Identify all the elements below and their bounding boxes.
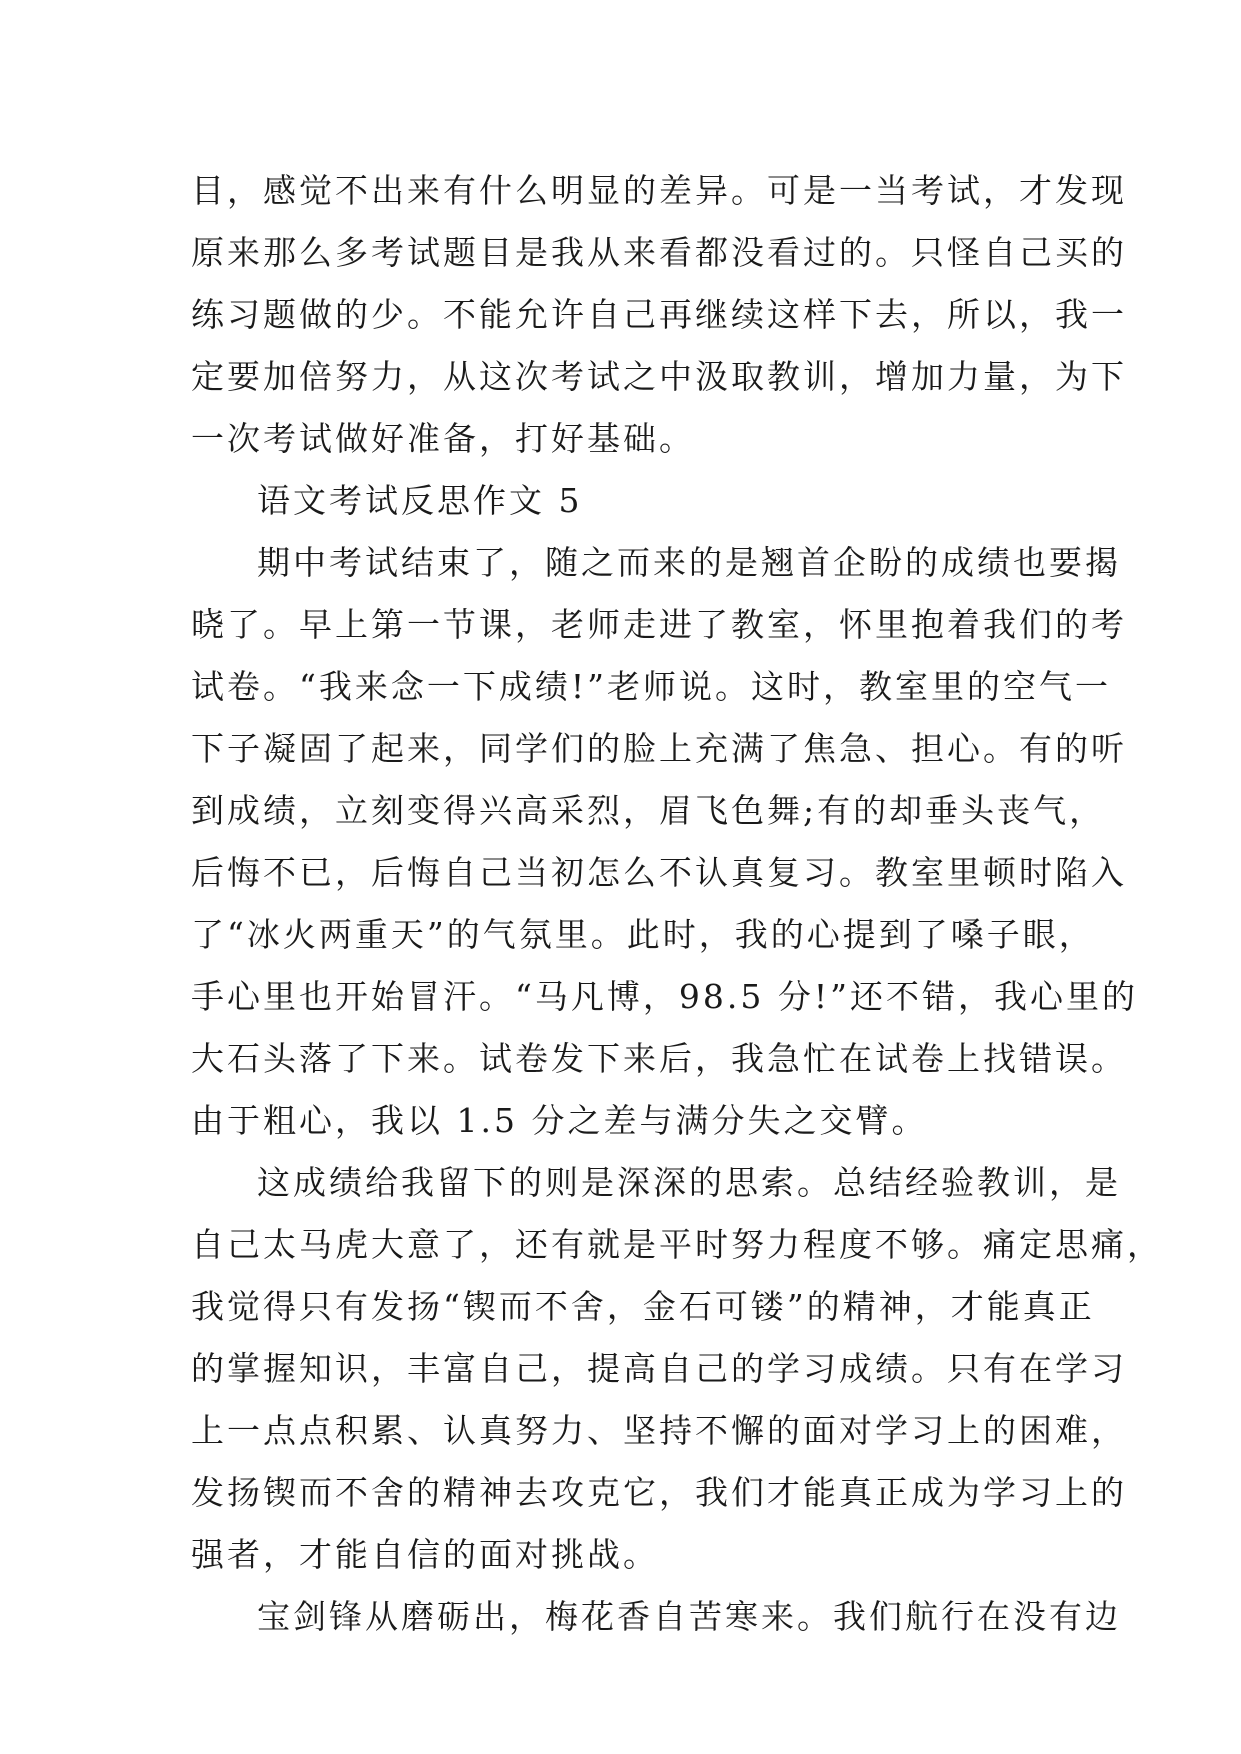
paragraph-line: 自己太马虎大意了，还有就是平时努力程度不够。痛定思痛，	[191, 1225, 1163, 1264]
paragraph-line: 一次考试做好准备，打好基础。	[191, 419, 695, 458]
paragraph-line: 手心里也开始冒汗。“马凡博，98.5 分!”还不错，我心里的	[191, 977, 1138, 1016]
paragraph-line: 目，感觉不出来有什么明显的差异。可是一当考试，才发现	[191, 171, 1127, 210]
paragraph-line: 上一点点积累、认真努力、坚持不懈的面对学习上的困难，	[191, 1411, 1127, 1450]
paragraph-line: 的掌握知识，丰富自己，提高自己的学习成绩。只有在学习	[191, 1349, 1127, 1388]
paragraph	[191, 532, 1138, 1152]
paragraph-line: 了“冰火两重天”的气氛里。此时，我的心提到了嗓子眼，	[191, 915, 1095, 954]
paragraph-line: 发扬锲而不舍的精神去攻克它，我们才能真正成为学习上的	[191, 1473, 1127, 1512]
paragraph-line: 我觉得只有发扬“锲而不舍，金石可镂”的精神，才能真正	[191, 1287, 1095, 1326]
paragraph-line: 练习题做的少。不能允许自己再继续这样下去，所以，我一	[191, 295, 1127, 334]
paragraph-line: 定要加倍努力，从这次考试之中汲取教训，增加力量，为下	[191, 357, 1127, 396]
paragraph-line: 晓了。早上第一节课，老师走进了教室，怀里抱着我们的考	[191, 605, 1127, 644]
paragraph-line: 期中考试结束了，随之而来的是翘首企盼的成绩也要揭	[257, 543, 1121, 582]
document-page	[191, 160, 1163, 1648]
paragraph-line: 大石头落了下来。试卷发下来后，我急忙在试卷上找错误。	[191, 1039, 1127, 1078]
paragraph-line: 后悔不已，后悔自己当初怎么不认真复习。教室里顿时陷入	[191, 853, 1127, 892]
paragraph-line: 这成绩给我留下的则是深深的思索。总结经验教训，是	[257, 1163, 1121, 1202]
paragraph-line: 原来那么多考试题目是我从来看都没看过的。只怪自己买的	[191, 233, 1127, 272]
paragraph-line: 由于粗心，我以 1.5 分之差与满分失之交臂。	[191, 1101, 928, 1140]
paragraph	[191, 160, 1127, 470]
paragraph-line: 下子凝固了起来，同学们的脸上充满了焦急、担心。有的听	[191, 729, 1127, 768]
paragraph	[191, 1586, 1121, 1648]
paragraph	[191, 1152, 1163, 1586]
heading-text: 语文考试反思作文 5	[257, 481, 583, 520]
paragraph-line: 到成绩，立刻变得兴高采烈，眉飞色舞;有的却垂头丧气，	[191, 791, 1106, 830]
paragraph-line: 宝剑锋从磨砺出，梅花香自苦寒来。我们航行在没有边	[257, 1597, 1121, 1636]
section-heading	[191, 470, 1061, 532]
paragraph-line: 强者，才能自信的面对挑战。	[191, 1535, 659, 1574]
paragraph-line: 试卷。“我来念一下成绩!”老师说。这时，教室里的空气一	[191, 667, 1112, 706]
